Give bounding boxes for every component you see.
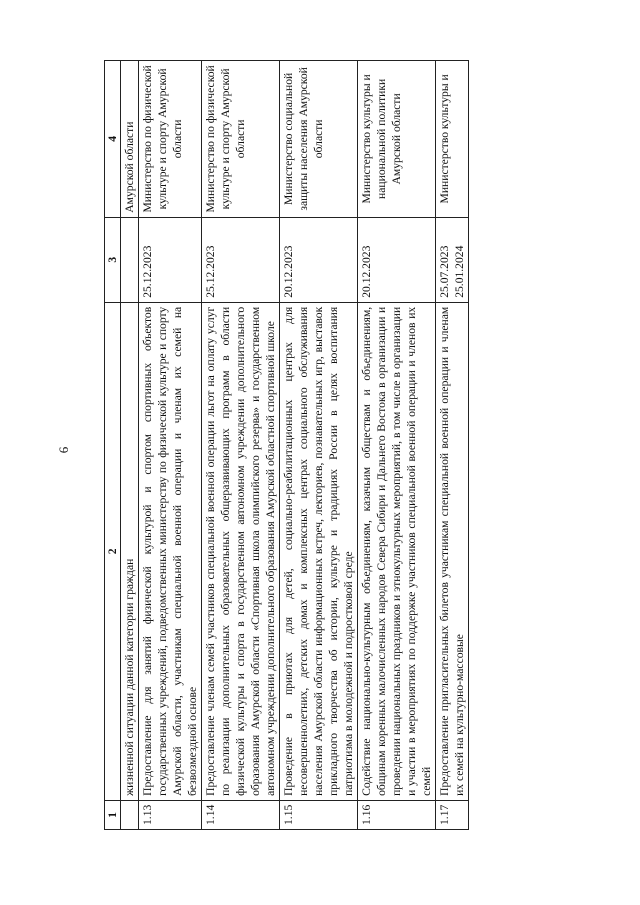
row-number: 1.14	[202, 800, 280, 829]
continuation-row	[121, 61, 139, 830]
header-cell-2: 2	[105, 302, 121, 800]
row-number: 1.16	[358, 800, 436, 829]
table-row	[436, 61, 469, 830]
row-text: Предоставление пригласительных билетов участникам специальной военной операции и членам их семей на культурно-массовые	[436, 302, 469, 800]
table-row	[280, 61, 358, 830]
table-row	[139, 61, 202, 830]
row-date: 25.12.2023	[202, 217, 280, 302]
row-org: Министерство социальной защиты населения Амурской области	[280, 61, 358, 218]
table-header-row	[105, 61, 121, 830]
row-org: Министерство по физической культуре и спорту Амурской области	[202, 61, 280, 218]
row-text: Проведение в приютах для детей, социально-реабилитационных центрах для несовершеннолетних, детских домах и комплексных центрах социального обслуживания населения Амурской области информационных встреч, лекториев, познавательных игр, выставок прикладного творчества об истории, культуре и традициях России в целях воспитания патриотизма в молодежной и подростковой среде	[280, 302, 358, 800]
header-cell-3: 3	[105, 217, 121, 302]
row-date: 25.12.2023	[139, 217, 202, 302]
row-text: Предоставление для занятий физической культурой и спортом спортивных объектов государственных учреждений, подведомственных министерству по физической культуре и спорту Амурской области, участникам специальной военной операции и членам их семей на безвозмездной основе	[139, 302, 202, 800]
row-date: 25.07.2023 25.01.2024	[436, 217, 469, 302]
header-cell-1: 1	[105, 800, 121, 829]
row-text: Предоставление членам семей участников специальной военной операции льгот на оплату услуг по реализации дополнительных образовательных общеразвивающих программ в области физической культуры и спорта в государственном автономном учреждении дополнительного образования Амурской области «Спортивная школа олимпийского резерва» и государственном автономном учреждении дополнительного образования Амурской областной спортивной школе	[202, 302, 280, 800]
measures-table	[104, 60, 469, 830]
row-number: 1.15	[280, 800, 358, 829]
row-number: 1.13	[139, 800, 202, 829]
rotated-table-container	[104, 60, 580, 830]
row-text: Содействие национально-культурным объединениям, казачьим обществам и объединениям, общинам коренных малочисленных народов Севера Сибири и Дальнего Востока в организации и проведении национальных праздников и этнокультурных мероприятий, в том числе в организации и участии в мероприятиях по поддержке участников специальной военной операции и членов их семей	[358, 302, 436, 800]
row-number: 1.17	[436, 800, 469, 829]
row-org: Министерство культуры и национальной политики Амурской области	[358, 61, 436, 218]
continuation-date-cell	[121, 217, 139, 302]
continuation-text: жизненной ситуации данной категории граждан	[121, 302, 139, 800]
header-cell-4: 4	[105, 61, 121, 218]
continuation-org: Амурской области	[121, 61, 139, 218]
row-org: Министерство по физической культуре и спорту Амурской области	[139, 61, 202, 218]
table-row	[202, 61, 280, 830]
continuation-num-cell	[121, 800, 139, 829]
page-number: 6	[56, 446, 71, 454]
row-date: 20.12.2023	[358, 217, 436, 302]
table-row	[358, 61, 436, 830]
row-date: 20.12.2023	[280, 217, 358, 302]
row-org: Министерство культуры и	[436, 61, 469, 218]
